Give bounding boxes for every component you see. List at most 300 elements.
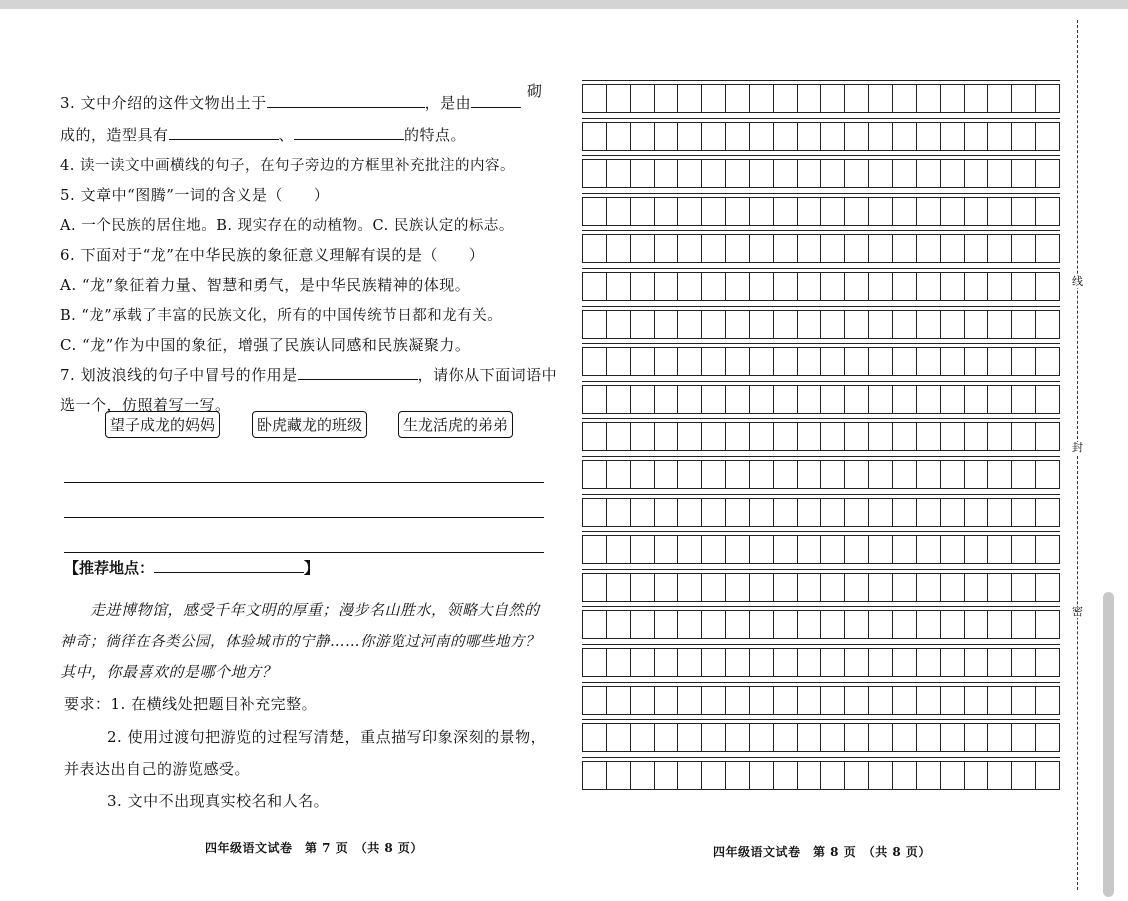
grid-cell — [1011, 648, 1035, 676]
grid-cell — [749, 122, 773, 150]
grid-cell — [701, 347, 725, 375]
grid-cell — [820, 310, 844, 338]
grid-cell — [820, 610, 844, 638]
grid-cell — [916, 460, 940, 488]
grid-cell — [940, 385, 964, 413]
grid-cell — [1011, 159, 1035, 187]
grid-cell — [582, 686, 606, 714]
grid-cell — [582, 347, 606, 375]
grid-line — [582, 606, 1060, 607]
grid-cell — [773, 84, 797, 112]
grid-cell — [1035, 272, 1060, 300]
grid-cell — [868, 460, 892, 488]
grid-cell — [844, 422, 868, 450]
grid-line — [582, 418, 1060, 419]
grid-line — [582, 569, 1060, 570]
grid-cell — [797, 385, 821, 413]
grid-cell — [677, 498, 701, 526]
grid-cell — [582, 310, 606, 338]
grid-cell — [630, 234, 654, 262]
grid-cell — [868, 686, 892, 714]
grid-cell — [820, 686, 844, 714]
grid-cell — [773, 648, 797, 676]
grid-cell — [916, 498, 940, 526]
grid-line — [582, 155, 1060, 156]
grid-cell — [868, 197, 892, 225]
grid-cell — [725, 460, 749, 488]
grid-cell — [868, 122, 892, 150]
grid-cell — [940, 573, 964, 601]
grid-cell — [654, 197, 678, 225]
answer-line-2 — [64, 517, 544, 518]
grid-cell — [749, 610, 773, 638]
grid-cell — [1011, 422, 1035, 450]
grid-cell — [677, 610, 701, 638]
grid-cell — [1011, 535, 1035, 563]
grid-cell — [773, 460, 797, 488]
grid-line — [582, 714, 1060, 715]
composition-grid — [582, 80, 1060, 784]
grid-cell — [654, 648, 678, 676]
grid-row — [582, 385, 1060, 413]
grid-cell — [773, 535, 797, 563]
grid-cell — [677, 648, 701, 676]
grid-cell — [701, 648, 725, 676]
grid-cell — [701, 498, 725, 526]
footer-page-7: 四年级语文试卷 第 7 页 （共 8 页） — [205, 841, 423, 855]
grid-cell — [677, 197, 701, 225]
grid-row — [582, 648, 1060, 676]
grid-cell — [606, 422, 630, 450]
grid-line — [582, 610, 1060, 611]
grid-cell — [749, 723, 773, 751]
grid-cell — [797, 422, 821, 450]
grid-cell — [725, 648, 749, 676]
grid-cell — [916, 159, 940, 187]
grid-cell — [773, 347, 797, 375]
grid-cell — [606, 460, 630, 488]
grid-cell — [916, 197, 940, 225]
grid-cell — [892, 122, 916, 150]
grid-cell — [701, 272, 725, 300]
q7-text-b: ，请你从下面词语中 — [417, 366, 558, 384]
grid-cell — [582, 234, 606, 262]
grid-cell — [987, 686, 1011, 714]
grid-cell — [630, 573, 654, 601]
grid-line — [582, 757, 1060, 758]
grid-cell — [654, 610, 678, 638]
grid-cell — [773, 234, 797, 262]
grid-cell — [1011, 573, 1035, 601]
grid-cell — [773, 686, 797, 714]
grid-cell — [606, 686, 630, 714]
grid-cell — [582, 610, 606, 638]
grid-cell — [797, 159, 821, 187]
grid-cell — [773, 610, 797, 638]
grid-cell — [797, 610, 821, 638]
grid-cell — [701, 159, 725, 187]
grid-cell — [797, 347, 821, 375]
q3-text-b: ，是由 — [424, 94, 472, 112]
grid-cell — [1011, 385, 1035, 413]
grid-cell — [725, 122, 749, 150]
grid-row — [582, 573, 1060, 601]
grid-cell — [677, 234, 701, 262]
grid-cell — [773, 723, 797, 751]
grid-line — [582, 112, 1060, 113]
grid-cell — [940, 761, 964, 789]
grid-cell — [725, 385, 749, 413]
grid-cell — [844, 648, 868, 676]
grid-cell — [916, 648, 940, 676]
grid-cell — [773, 385, 797, 413]
grid-cell — [654, 573, 678, 601]
footer-page-8: 四年级语文试卷 第 8 页 （共 8 页） — [713, 845, 931, 859]
grid-cell — [749, 422, 773, 450]
grid-cell — [725, 723, 749, 751]
grid-cell — [868, 272, 892, 300]
essay-requirement-1: 要求：1. 在横线处把题目补充完整。 — [64, 695, 318, 713]
question-4: 4. 读一读文中画横线的句子，在句子旁边的方框里补充批注的内容。 — [60, 158, 515, 174]
grid-cell — [725, 498, 749, 526]
grid-cell — [868, 84, 892, 112]
grid-cell — [797, 460, 821, 488]
grid-line — [582, 118, 1060, 119]
grid-cell — [844, 723, 868, 751]
blank-feature-1 — [169, 125, 279, 140]
grid-cell — [725, 761, 749, 789]
grid-line — [582, 761, 1060, 762]
grid-cell — [916, 686, 940, 714]
grid-cell — [654, 347, 678, 375]
grid-line — [582, 300, 1060, 301]
grid-cell — [844, 610, 868, 638]
grid-cell — [725, 159, 749, 187]
grid-cell — [964, 234, 988, 262]
grid-cell — [964, 159, 988, 187]
grid-cell — [773, 498, 797, 526]
grid-cell — [606, 234, 630, 262]
grid-cell — [987, 159, 1011, 187]
grid-cell — [940, 234, 964, 262]
grid-cell — [964, 460, 988, 488]
grid-cell — [630, 648, 654, 676]
grid-cell — [820, 648, 844, 676]
grid-line — [582, 159, 1060, 160]
grid-cell — [725, 535, 749, 563]
grid-cell — [940, 347, 964, 375]
grid-cell — [987, 347, 1011, 375]
grid-cell — [749, 686, 773, 714]
grid-cell — [987, 610, 1011, 638]
grid-cell — [916, 347, 940, 375]
grid-cell — [820, 385, 844, 413]
grid-cell — [892, 573, 916, 601]
grid-cell — [868, 535, 892, 563]
grid-cell — [1011, 610, 1035, 638]
grid-cell — [797, 84, 821, 112]
grid-cell — [916, 385, 940, 413]
grid-line — [582, 563, 1060, 564]
grid-cell — [1035, 460, 1060, 488]
grid-cell — [844, 272, 868, 300]
grid-line — [582, 648, 1060, 649]
grid-cell — [1011, 347, 1035, 375]
grid-cell — [630, 422, 654, 450]
grid-cell — [892, 422, 916, 450]
grid-line — [582, 789, 1060, 790]
grid-cell — [630, 723, 654, 751]
grid-cell — [654, 159, 678, 187]
grid-cell — [773, 310, 797, 338]
grid-row — [582, 234, 1060, 262]
grid-line — [582, 225, 1060, 226]
grid-cell — [820, 460, 844, 488]
grid-row — [582, 197, 1060, 225]
grid-cell — [582, 498, 606, 526]
grid-cell — [820, 122, 844, 150]
grid-cell — [820, 347, 844, 375]
grid-cell — [987, 498, 1011, 526]
grid-line — [582, 268, 1060, 269]
grid-cell — [701, 84, 725, 112]
grid-cell — [654, 234, 678, 262]
grid-cell — [630, 460, 654, 488]
grid-cell — [797, 122, 821, 150]
grid-row — [582, 761, 1060, 789]
q3-text-e: 的特点。 — [404, 126, 467, 144]
grid-cell — [916, 234, 940, 262]
grid-cell — [606, 723, 630, 751]
grid-cell — [749, 347, 773, 375]
grid-cell — [844, 347, 868, 375]
grid-line — [582, 84, 1060, 85]
grid-line — [582, 413, 1060, 414]
binding-char-secret: 密 — [1072, 605, 1083, 618]
grid-cell — [797, 234, 821, 262]
grid-cell — [749, 159, 773, 187]
grid-cell — [582, 422, 606, 450]
grid-cell — [606, 535, 630, 563]
grid-cell — [606, 498, 630, 526]
essay-requirement-2b: 并表达出自己的游览感受。 — [64, 760, 251, 778]
grid-cell — [630, 159, 654, 187]
grid-cell — [987, 84, 1011, 112]
grid-cell — [654, 535, 678, 563]
grid-cell — [1011, 122, 1035, 150]
grid-cell — [630, 347, 654, 375]
grid-cell — [677, 310, 701, 338]
grid-cell — [892, 610, 916, 638]
blank-material — [471, 93, 521, 108]
grid-cell — [1035, 498, 1060, 526]
grid-cell — [844, 761, 868, 789]
grid-cell — [1011, 197, 1035, 225]
grid-cell — [964, 422, 988, 450]
grid-row — [582, 610, 1060, 638]
grid-cell — [868, 347, 892, 375]
grid-cell — [654, 723, 678, 751]
grid-cell — [725, 310, 749, 338]
grid-cell — [630, 610, 654, 638]
q7-text-a: 7. 划波浪线的句子中冒号的作用是 — [60, 366, 298, 384]
grid-cell — [844, 686, 868, 714]
grid-cell — [582, 573, 606, 601]
grid-line — [582, 230, 1060, 231]
word-choice-3: 生龙活虎的弟弟 — [398, 411, 513, 438]
essay-requirement-3: 3. 文中不出现真实校名和人名。 — [107, 792, 330, 810]
grid-cell — [892, 272, 916, 300]
grid-cell — [1035, 347, 1060, 375]
grid-cell — [868, 234, 892, 262]
grid-cell — [868, 610, 892, 638]
grid-cell — [964, 498, 988, 526]
grid-cell — [844, 197, 868, 225]
grid-cell — [1035, 422, 1060, 450]
grid-line — [582, 686, 1060, 687]
essay-requirement-2: 2. 使用过渡句把游览的过程写清楚，重点描写印象深刻的景物， — [107, 728, 547, 746]
question-7-line-2: 选一个，仿照着写一写。 — [60, 396, 231, 414]
question-6: 6. 下面对于“龙”在中华民族的象征意义理解有误的是（ ） — [60, 246, 485, 264]
grid-cell — [987, 310, 1011, 338]
grid-cell — [749, 385, 773, 413]
grid-cell — [725, 272, 749, 300]
grid-cell — [1035, 573, 1060, 601]
vertical-scrollbar[interactable] — [1103, 592, 1114, 897]
grid-cell — [677, 535, 701, 563]
grid-cell — [582, 761, 606, 789]
grid-cell — [820, 573, 844, 601]
grid-cell — [964, 761, 988, 789]
grid-cell — [701, 422, 725, 450]
grid-cell — [701, 234, 725, 262]
grid-cell — [940, 723, 964, 751]
grid-cell — [701, 573, 725, 601]
grid-cell — [797, 272, 821, 300]
grid-cell — [820, 422, 844, 450]
grid-row — [582, 310, 1060, 338]
binding-char-seal: 封 — [1072, 441, 1083, 454]
grid-cell — [916, 723, 940, 751]
grid-cell — [916, 573, 940, 601]
grid-cell — [701, 535, 725, 563]
grid-line — [582, 601, 1060, 602]
grid-line — [582, 187, 1060, 188]
grid-line — [582, 385, 1060, 386]
grid-cell — [868, 761, 892, 789]
grid-cell — [654, 272, 678, 300]
grid-cell — [987, 272, 1011, 300]
grid-cell — [630, 84, 654, 112]
grid-cell — [582, 197, 606, 225]
grid-row — [582, 159, 1060, 187]
grid-cell — [987, 422, 1011, 450]
grid-cell — [630, 310, 654, 338]
grid-cell — [654, 686, 678, 714]
grid-cell — [797, 723, 821, 751]
grid-cell — [987, 122, 1011, 150]
grid-cell — [606, 573, 630, 601]
grid-cell — [606, 272, 630, 300]
grid-cell — [987, 761, 1011, 789]
grid-cell — [654, 122, 678, 150]
grid-cell — [630, 761, 654, 789]
grid-cell — [987, 723, 1011, 751]
grid-cell — [677, 686, 701, 714]
grid-cell — [940, 610, 964, 638]
q3-text-d: 、 — [278, 126, 295, 144]
grid-cell — [916, 610, 940, 638]
grid-cell — [1011, 686, 1035, 714]
grid-line — [582, 723, 1060, 724]
grid-cell — [1035, 159, 1060, 187]
grid-cell — [892, 460, 916, 488]
grid-cell — [677, 573, 701, 601]
grid-cell — [773, 122, 797, 150]
grid-row — [582, 498, 1060, 526]
grid-cell — [677, 460, 701, 488]
grid-cell — [797, 761, 821, 789]
grid-line — [582, 535, 1060, 536]
grid-cell — [987, 535, 1011, 563]
grid-cell — [582, 535, 606, 563]
grid-cell — [868, 310, 892, 338]
grid-cell — [701, 310, 725, 338]
grid-cell — [654, 385, 678, 413]
question-5: 5. 文章中“图腾”一词的含义是（ ） — [60, 186, 330, 204]
grid-cell — [964, 610, 988, 638]
grid-cell — [1011, 498, 1035, 526]
blank-unearthed-place — [267, 93, 425, 108]
grid-line — [582, 381, 1060, 382]
grid-cell — [749, 573, 773, 601]
blank-colon-function — [298, 365, 418, 380]
grid-cell — [892, 347, 916, 375]
grid-cell — [964, 535, 988, 563]
grid-cell — [1035, 385, 1060, 413]
grid-line — [582, 450, 1060, 451]
grid-cell — [940, 159, 964, 187]
grid-cell — [1011, 234, 1035, 262]
grid-cell — [630, 122, 654, 150]
grid-cell — [749, 535, 773, 563]
grid-cell — [582, 122, 606, 150]
grid-cell — [677, 385, 701, 413]
grid-cell — [701, 197, 725, 225]
essay-title-close: 】 — [304, 559, 320, 577]
grid-cell — [630, 272, 654, 300]
grid-cell — [582, 723, 606, 751]
grid-cell — [844, 498, 868, 526]
grid-cell — [916, 272, 940, 300]
q3-text-a: 3. 文中介绍的这件文物出土于 — [60, 94, 267, 112]
grid-cell — [677, 422, 701, 450]
grid-cell — [582, 460, 606, 488]
grid-cell — [749, 498, 773, 526]
grid-cell — [725, 422, 749, 450]
grid-line — [582, 375, 1060, 376]
essay-title — [64, 557, 319, 578]
binding-dashed-line — [1077, 20, 1078, 890]
grid-cell — [892, 648, 916, 676]
grid-cell — [868, 723, 892, 751]
grid-cell — [582, 648, 606, 676]
question-5-options: A. 一个民族的居住地。B. 现实存在的动植物。C. 民族认定的标志。 — [60, 218, 514, 234]
grid-line — [582, 197, 1060, 198]
grid-row — [582, 460, 1060, 488]
grid-cell — [1011, 310, 1035, 338]
grid-cell — [892, 686, 916, 714]
